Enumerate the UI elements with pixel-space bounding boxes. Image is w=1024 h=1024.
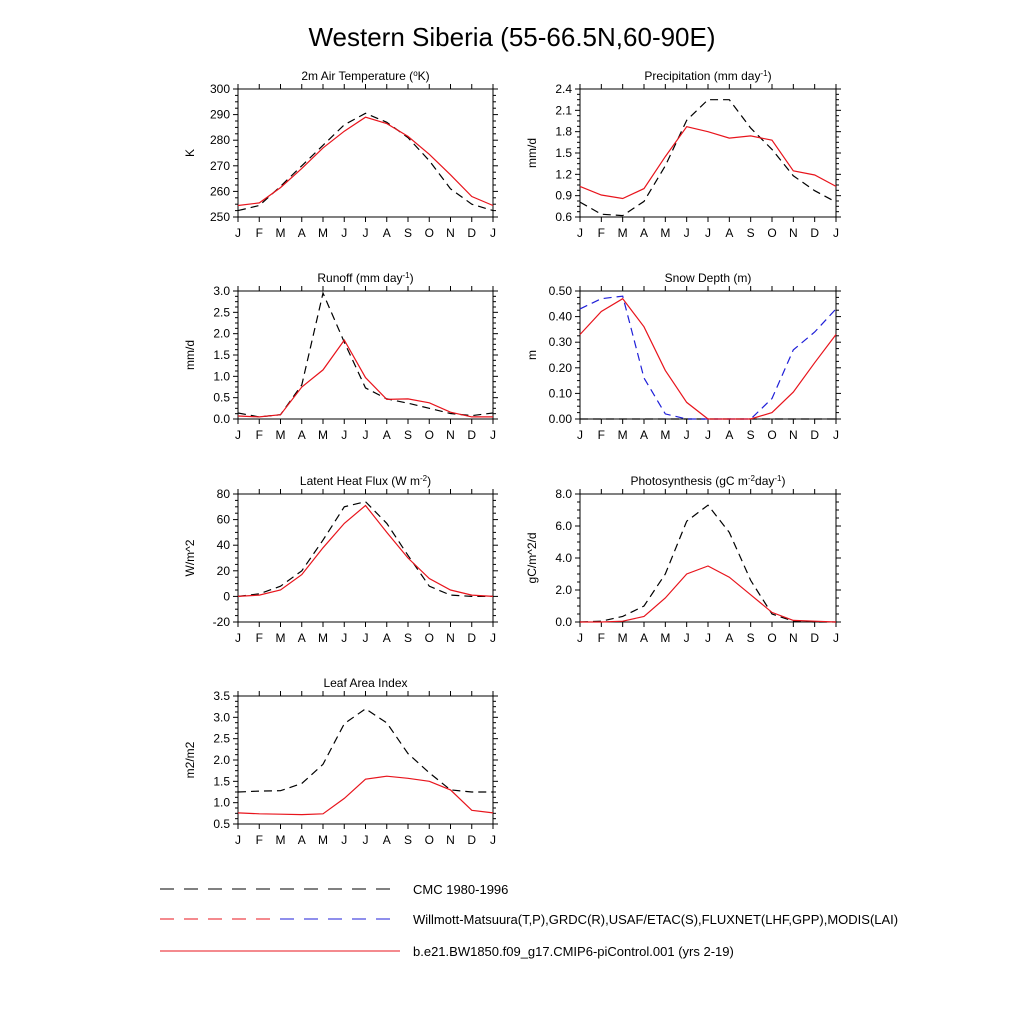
x-tick-label: J	[490, 428, 496, 442]
y-tick-label: 1.0	[213, 369, 230, 384]
y-tick-label: 1.0	[213, 795, 230, 810]
panel-title: Snow Depth (m)	[664, 271, 752, 285]
y-tick-label: 2.0	[213, 326, 230, 341]
panel-title: Runoff (mm day$^{-1}$)	[317, 270, 414, 285]
x-tick-label: D	[810, 226, 820, 240]
plot-frame	[580, 291, 836, 419]
y-axis-label: W/m^2	[183, 539, 197, 577]
y-tick-label: 2.0	[213, 753, 230, 767]
legend-obs-label: CMC 1980-1996	[413, 882, 509, 897]
y-tick-label: 290	[209, 107, 230, 122]
x-tick-label: A	[639, 631, 649, 645]
series-line-model	[238, 776, 493, 814]
x-tick-label: J	[683, 428, 690, 442]
x-tick-label: J	[833, 631, 839, 645]
series-line-obs	[238, 293, 493, 417]
series-line-model	[580, 299, 836, 419]
x-tick-label: D	[467, 428, 477, 442]
y-tick-label: 0.50	[548, 284, 572, 298]
y-axis-label: m	[525, 350, 539, 360]
panel-title: Latent Heat Flux (W $m^{-2}$)	[299, 473, 432, 488]
y-tick-label: 0	[223, 589, 230, 604]
x-tick-label: J	[235, 833, 241, 847]
x-tick-label: J	[577, 631, 583, 645]
x-tick-label: J	[341, 631, 348, 645]
x-tick-label: M	[275, 226, 286, 240]
y-axis-label: K	[183, 148, 197, 158]
x-tick-label: J	[341, 428, 348, 442]
x-tick-label: S	[746, 631, 755, 645]
y-tick-label: 1.5	[555, 146, 572, 160]
x-tick-label: J	[577, 226, 583, 240]
x-tick-label: A	[297, 428, 306, 442]
x-tick-label: D	[810, 631, 820, 645]
y-tick-label: 60	[216, 512, 230, 527]
x-tick-label: J	[362, 833, 369, 847]
y-tick-label: 6.0	[555, 519, 572, 533]
plot-frame	[238, 696, 493, 824]
y-tick-label: 0.9	[555, 188, 572, 203]
y-tick-label: 40	[216, 538, 230, 553]
y-tick-label: 1.5	[213, 774, 230, 789]
x-tick-label: A	[639, 428, 649, 442]
x-tick-label: A	[725, 428, 734, 442]
y-axis-label: mm/d	[183, 340, 197, 370]
x-tick-label: S	[746, 428, 755, 442]
y-tick-label: 2.0	[555, 583, 572, 597]
series-line-obs	[580, 505, 836, 622]
x-tick-label: O	[424, 833, 434, 847]
x-tick-label: J	[683, 226, 690, 240]
y-tick-label: 0.0	[555, 615, 572, 629]
y-tick-label: 0.00	[548, 412, 572, 426]
plot-frame	[238, 291, 493, 419]
legend-model-label: b.e21.BW1850.f09_g17.CMIP6-piControl.001 (yrs 2-19)	[413, 944, 734, 959]
x-tick-label: J	[235, 226, 241, 240]
legend	[160, 882, 898, 959]
y-tick-label: 80	[216, 487, 230, 501]
y-tick-label: 0.10	[548, 386, 572, 401]
plot-frame	[580, 494, 836, 622]
x-tick-label: M	[275, 428, 286, 442]
y-tick-label: 0.0	[213, 412, 230, 426]
y-tick-label: 280	[209, 133, 230, 148]
y-tick-label: 2.5	[213, 305, 230, 320]
x-tick-label: M	[660, 226, 671, 240]
x-tick-label: A	[725, 226, 734, 240]
y-tick-label: 1.2	[555, 167, 572, 182]
x-tick-label: A	[382, 631, 391, 645]
x-tick-label: N	[446, 631, 455, 645]
x-tick-label: A	[297, 631, 306, 645]
y-tick-label: 1.5	[213, 348, 230, 362]
y-tick-label: 300	[209, 82, 230, 96]
x-tick-label: O	[424, 226, 434, 240]
x-tick-label: J	[683, 631, 690, 645]
x-tick-label: M	[318, 833, 328, 847]
x-tick-label: J	[235, 631, 241, 645]
x-tick-label: D	[467, 226, 477, 240]
x-tick-label: M	[617, 428, 628, 442]
x-tick-label: M	[617, 226, 628, 240]
x-tick-label: S	[403, 226, 413, 240]
x-tick-label: N	[788, 226, 798, 240]
x-tick-label: J	[490, 226, 496, 240]
panel-title: Leaf Area Index	[323, 676, 408, 690]
x-tick-label: A	[297, 226, 306, 240]
x-tick-label: J	[362, 226, 369, 240]
x-tick-label: A	[725, 631, 734, 645]
y-tick-label: 20	[216, 563, 230, 578]
y-tick-label: 1.8	[555, 124, 572, 139]
x-tick-label: M	[617, 631, 628, 645]
panel-title: Photosynthesis (gC $m^{-2}day^{-1}$)	[630, 473, 786, 488]
x-tick-label: N	[446, 833, 455, 847]
x-tick-label: F	[255, 631, 263, 645]
y-tick-label: 4.0	[555, 551, 572, 565]
legend-obs2-label: Willmott-Matsuura(T,P),GRDC(R),USAF/ETAC(S),FLUXNET(LHF,GPP),MODIS(LAI)	[413, 912, 899, 927]
panel-air-temperature	[183, 69, 498, 241]
panel-runoff	[183, 271, 498, 443]
x-tick-label: M	[660, 428, 671, 442]
x-tick-label: N	[446, 226, 455, 240]
x-tick-label: S	[403, 631, 413, 645]
y-tick-label: 2.4	[555, 82, 572, 96]
x-tick-label: O	[767, 631, 777, 645]
x-tick-label: J	[341, 226, 348, 240]
plot-frame	[238, 494, 493, 622]
x-tick-label: J	[833, 428, 839, 442]
x-tick-label: O	[767, 428, 777, 442]
x-tick-label: D	[467, 631, 477, 645]
y-tick-label: 0.5	[213, 390, 230, 405]
x-tick-label: J	[705, 631, 711, 645]
panel-photosynthesis	[525, 474, 841, 646]
x-tick-label: J	[490, 833, 496, 847]
y-tick-label: 8.0	[555, 487, 572, 501]
x-tick-label: N	[446, 428, 455, 442]
y-tick-label: 3.5	[213, 689, 230, 703]
x-tick-label: S	[403, 428, 413, 442]
series-line-model	[238, 340, 493, 417]
x-tick-label: N	[788, 631, 798, 645]
x-tick-label: O	[767, 226, 777, 240]
series-line-model	[238, 506, 493, 597]
x-tick-label: A	[382, 226, 391, 240]
series-line-cmc	[580, 296, 836, 419]
x-tick-label: F	[597, 428, 606, 442]
x-tick-label: A	[297, 833, 306, 847]
x-tick-label: J	[362, 428, 369, 442]
y-tick-label: 3.0	[213, 710, 230, 725]
x-tick-label: D	[810, 428, 820, 442]
x-tick-label: J	[362, 631, 369, 645]
y-axis-label: mm/d	[525, 138, 539, 168]
y-tick-label: 0.40	[548, 309, 572, 324]
y-tick-label: 270	[209, 158, 230, 173]
figure-title: Western Siberia (55-66.5N,60-90E)	[308, 22, 716, 52]
x-tick-label: J	[705, 428, 711, 442]
x-tick-label: J	[341, 833, 348, 847]
x-tick-label: M	[318, 428, 328, 442]
x-tick-label: J	[705, 226, 711, 240]
y-tick-label: 250	[209, 210, 230, 224]
x-tick-label: F	[255, 428, 263, 442]
x-tick-label: S	[403, 833, 413, 847]
y-tick-label: 2.5	[213, 731, 230, 746]
x-tick-label: F	[597, 631, 606, 645]
series-line-model	[580, 566, 836, 622]
x-tick-label: O	[424, 428, 434, 442]
x-tick-label: A	[639, 226, 649, 240]
x-tick-label: A	[382, 833, 391, 847]
x-tick-label: M	[318, 631, 328, 645]
x-tick-label: N	[788, 428, 798, 442]
plot-frame	[238, 89, 493, 217]
series-line-obs	[238, 502, 493, 597]
x-tick-label: F	[597, 226, 606, 240]
x-tick-label: J	[833, 226, 839, 240]
x-tick-label: O	[424, 631, 434, 645]
y-tick-label: 260	[209, 184, 230, 199]
panel-precipitation	[525, 69, 841, 241]
x-tick-label: J	[235, 428, 241, 442]
x-tick-label: J	[577, 428, 583, 442]
y-tick-label: 0.20	[548, 360, 572, 375]
y-tick-label: -20	[212, 615, 230, 629]
panel-title: Precipitation (mm day$^{-1}$)	[644, 68, 772, 83]
x-tick-label: D	[467, 833, 477, 847]
x-tick-label: F	[255, 226, 263, 240]
y-tick-label: 2.1	[555, 103, 572, 118]
series-line-model	[238, 117, 493, 205]
panel-snow-depth	[525, 271, 841, 442]
y-axis-label: gC/m^2/d	[525, 532, 539, 584]
series-line-model	[580, 127, 836, 199]
x-tick-label: M	[318, 226, 328, 240]
x-tick-label: S	[746, 226, 755, 240]
y-tick-label: 0.5	[213, 817, 230, 831]
y-tick-label: 0.6	[555, 210, 572, 224]
x-tick-label: M	[275, 833, 286, 847]
panel-leaf-area-index	[183, 676, 498, 847]
x-tick-label: M	[275, 631, 286, 645]
y-tick-label: 3.0	[213, 284, 230, 298]
y-axis-label: m2/m2	[183, 741, 197, 779]
series-line-obs	[238, 113, 493, 210]
x-tick-label: F	[255, 833, 263, 847]
x-tick-label: A	[382, 428, 391, 442]
x-tick-label: M	[660, 631, 671, 645]
x-tick-label: J	[490, 631, 496, 645]
panel-title: 2m Air Temperature ($^o$K)	[301, 68, 430, 83]
y-tick-label: 0.30	[548, 335, 572, 350]
panel-latent-heat-flux	[183, 474, 498, 646]
